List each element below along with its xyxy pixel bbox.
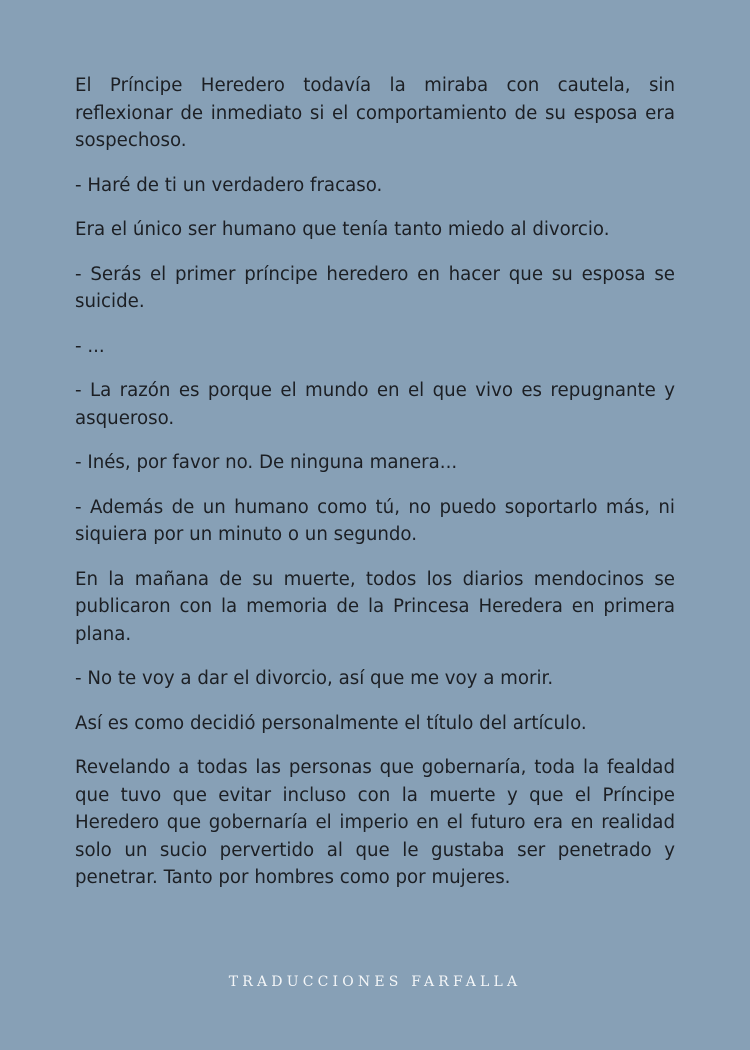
paragraph-11: Así es como decidió personalmente el título del artículo. — [75, 712, 587, 734]
paragraph-2: - Haré de ti un verdadero fracaso. — [75, 174, 383, 196]
paragraph-10: - No te voy a dar el divorcio, así que me voy a morir. — [75, 668, 554, 689]
paragraph-6: - La razón es porque el mundo en el que vivo es repugnante y asqueroso. — [75, 380, 675, 429]
paragraph-4: - Serás el primer príncipe heredero en hacer que su esposa se suicide. — [75, 263, 675, 312]
paragraph-8: - Además de un humano como tú, no puedo soportarlo más, ni siquiera por un minuto o un segundo. — [75, 496, 675, 545]
paragraph-7: - Inés, por favor no. De ninguna manera... — [75, 452, 458, 473]
body-text — [75, 72, 675, 892]
paragraph-5: - ... — [75, 335, 105, 357]
paragraph-1: El Príncipe Heredero todavía la miraba con cautela, sin reflexionar de inmediato si el comportamiento de su esposa era sospechoso. — [75, 75, 675, 151]
paragraph-3: Era el único ser humano que tenía tanto miedo al divorcio. — [75, 219, 610, 240]
footer-credit: TRADUCCIONES FARFALLA — [228, 974, 522, 990]
paragraph-12: Revelando a todas las personas que gobernaría, toda la fealdad que tuvo que evitar incluso con la muerte y que el Príncipe Heredero que gobernaría el imperio en el futuro era en realidad solo un sucio pervertido al que le gustaba ser penetrado y penetrar. Tanto por hombres como por mujeres. — [75, 757, 675, 888]
paragraph-9: En la mañana de su muerte, todos los diarios mendocinos se publicaron con la memoria de la Princesa Heredera en primera plana. — [75, 568, 675, 645]
